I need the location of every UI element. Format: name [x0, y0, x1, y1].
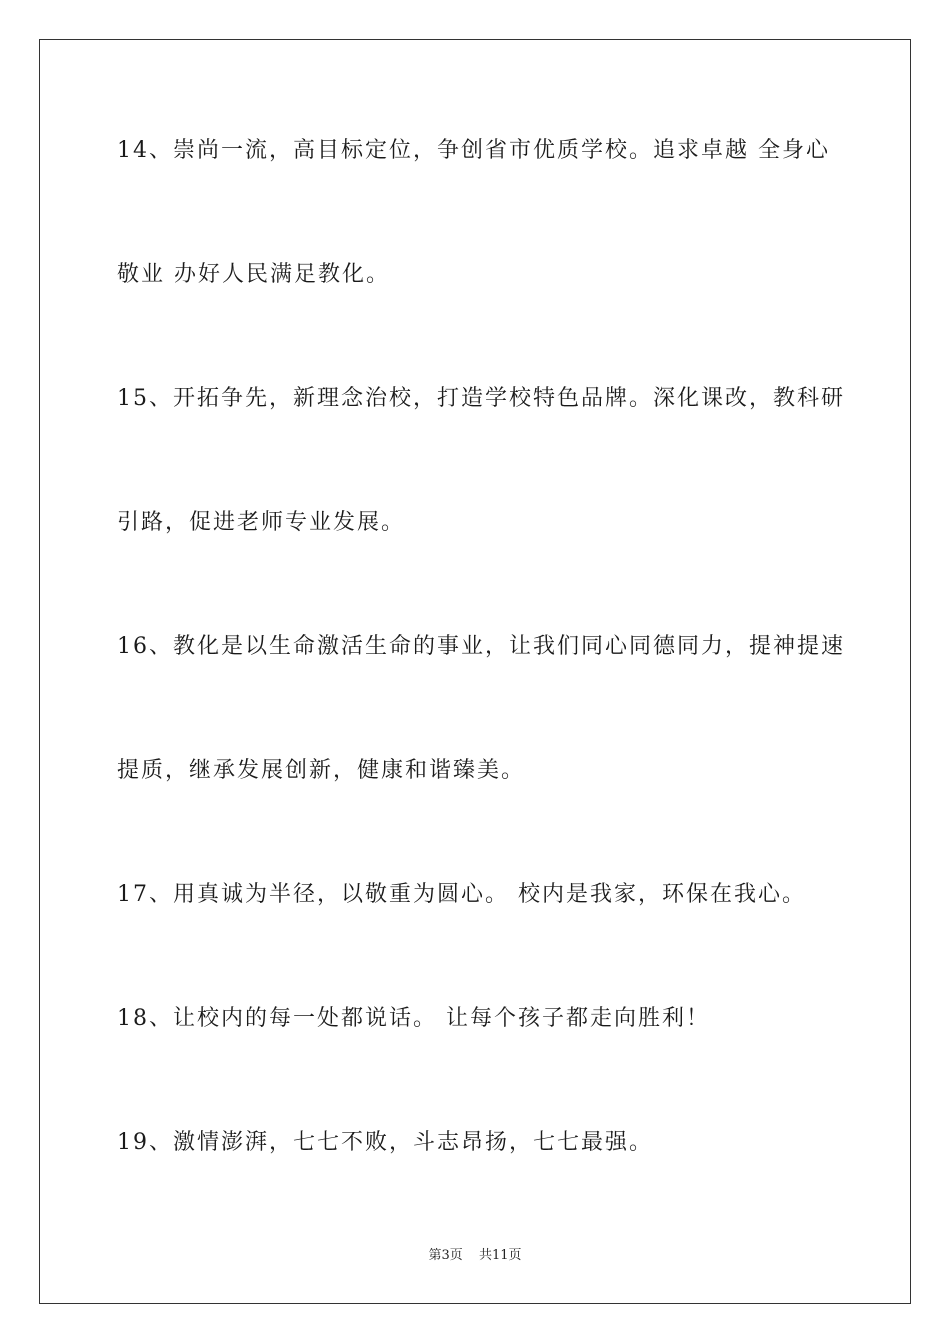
page-footer: [0, 1247, 950, 1265]
text-line: 19、激情澎湃，七七不败，斗志昂扬，七七最强。: [117, 1130, 653, 1155]
page-number: 第3页: [428, 1248, 463, 1263]
page-total: 共11页: [478, 1248, 522, 1263]
text-line: 16、教化是以生命激活生命的事业，让我们同心同德同力，提神提速: [117, 634, 845, 659]
page-border: [39, 39, 911, 1304]
text-line: 17、用真诚为半径，以敬重为圆心。 校内是我家，环保在我心。: [117, 882, 806, 907]
text-line: 敬业 办好人民满足教化。: [117, 262, 390, 287]
text-line: 14、崇尚一流，高目标定位，争创省市优质学校。追求卓越 全身心: [117, 138, 830, 163]
text-line: 引路，促进老师专业发展。: [117, 510, 406, 535]
text-line: 15、开拓争先，新理念治校，打造学校特色品牌。深化课改，教科研: [117, 386, 845, 411]
text-line: 18、让校内的每一处都说话。 让每个孩子都走向胜利！: [117, 1006, 710, 1031]
text-line: 提质，继承发展创新，健康和谐臻美。: [117, 758, 526, 783]
